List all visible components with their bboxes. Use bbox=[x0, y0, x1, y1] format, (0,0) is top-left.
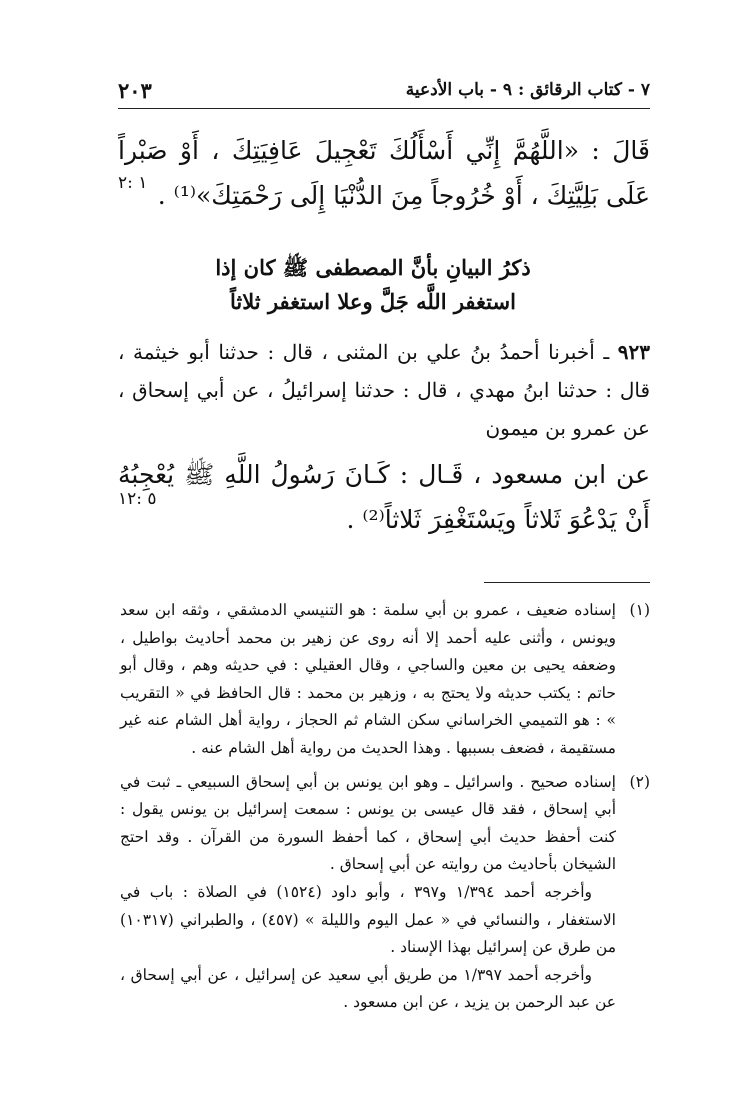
prior-hadith-reference: ١ :٢ bbox=[118, 173, 148, 193]
footnote-2-paragraph-3: وأخرجه أحمد ١/٣٩٧ من طريق أبي سعيد عن إسرائيل ، عن أبي إسحاق ، عن عبد الرحمن بن يزيد ، عن ابن مسعود . bbox=[120, 965, 616, 1012]
hadith-matn: عن ابن مسعود ، قَـال : كَـانَ رَسُولُ اللَّهِ ﷺ يُعْجِبُهُ أَنْ يَدْعُوَ ثَلاثاً ويَسْتَغْفِرَ ثَلاثاً⁽²⁾ . bbox=[118, 460, 650, 534]
footnote-1-text: إسناده ضعيف ، عمرو بن أبي سلمة : هو التنيسي الدمشقي ، وثقه ابن سعد ويونس ، وأثنى عليه أحمد إلا أنه روى عن زهير بن محمد أحاديث بواطيل ، وضعفه يحيى بن معين والساجي ، وقال العقيلي : في حديثه وهم ، وقال أبو حاتم : يكتب حديثه ولا يحتج به ، وزهير بن محمد : قال الحافظ في « التقريب » : هو التميمي الخراساني سكن الشام ثم الحجاز ، رواية أهل الشام عنه غير مستقيمة ، فضعف بسببها . وهذا الحديث من رواية أهل الشام عنه . bbox=[120, 601, 616, 757]
running-title: ٧ - كتاب الرقائق : ٩ - باب الأدعية bbox=[405, 80, 650, 100]
footnotes bbox=[120, 597, 650, 1017]
hadith-reference: ٥ :١٢ bbox=[118, 489, 157, 509]
page-header bbox=[118, 72, 650, 112]
page-number: ٢٠٣ bbox=[118, 78, 152, 103]
hadith-number: ٩٢٣ bbox=[617, 340, 650, 364]
footnote-2-paragraph-1: إسناده صحيح . واسرائيل ـ وهو ابن يونس بن أبي إسحاق السبيعي ـ ثبت في أبي إسحاق ، فقد قال عيسى بن يونس : سمعت إسرائيل بن يونس يقول : كنت أحفظ حديث أبي إسحاق ، كما أحفظ السورة من القرآن . وقد احتج الشيخان بأحاديث من روايته عن أبي إسحاق . bbox=[120, 772, 616, 874]
hadith-isnad-text: ـ أخبرنا أحمدُ بنُ علي بن المثنى ، قال : حدثنا أبو خيثمة ، قال : حدثنا ابنُ مهدي ، قال : حدثنا إسرائيلُ ، عن أبي إسحاق ، عن عمرو بن ميمون bbox=[118, 340, 650, 440]
footnote-1-label: (١) bbox=[629, 601, 650, 619]
footnote-separator bbox=[484, 582, 650, 583]
footnote-2-paragraph-2: وأخرجه أحمد ١/٣٩٤ و٣٩٧ ، وأبو داود (١٥٢٤) في الصلاة : باب في الاستغفار ، والنسائي في « عمل اليوم والليلة » (٤٥٧) ، والطبراني (١٠٣١٧) من طرق عن إسرائيل بهذا الإسناد . bbox=[120, 882, 616, 957]
header-rule bbox=[118, 108, 650, 109]
prior-hadith-text: قَالَ : «اللَّهُمَّ إِنِّي أَسْأَلُكَ تَعْجِيلَ عَافِيَتِكَ ، أَوْ صَبْراً عَلَى بَلِيَّتِكَ ، أَوْ خُرُوجاً مِنَ الدُّنْيَا إِلَى رَحْمَتِكَ»⁽¹⁾ . bbox=[118, 136, 650, 210]
footnote-2-label: (٢) bbox=[629, 772, 650, 791]
section-heading bbox=[96, 251, 650, 319]
footnote-1 bbox=[120, 597, 650, 763]
hadith-isnad bbox=[118, 333, 650, 447]
section-heading-line-2: استغفر اللَّه جَلَّ وعلا استغفر ثلاثاً bbox=[230, 289, 516, 314]
section-heading-line-1: ذكرُ البيانِ بأنَّ المصطفى ﷺ كان إذا bbox=[215, 255, 531, 280]
footnote-2 bbox=[120, 769, 650, 1017]
